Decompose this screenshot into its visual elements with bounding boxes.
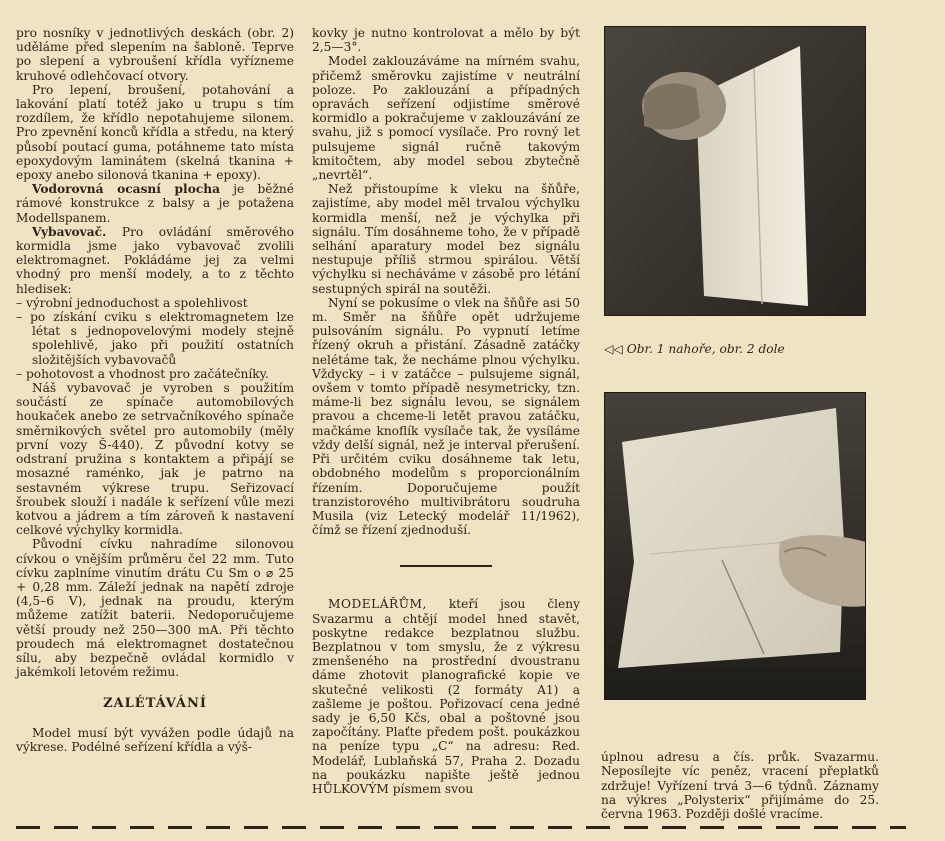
- column-1: [16, 26, 294, 754]
- paragraph-body: je běžné rámové konstrukce z balsy a je potažena Modellspanem.: [16, 182, 294, 225]
- paragraph: Model musí být vyvážen podle údajů na výkrese. Podélné seřízení křídla a výš-: [16, 725, 294, 754]
- paragraph: úplnou adresu a čís. průk. Svazarmu. Neposílejte víc peněz, vracení přeplatků zdržuje! Vyřízení trvá 3—6 týdnů. Záznamy na výkres „Polysterix“ přijímáme do 25. června 1963. Později došlé vracíme.: [601, 750, 879, 821]
- caption-text: Obr. 1 nahoře, obr. 2 dole: [626, 342, 785, 356]
- notice-body: kteří jsou členy Svazarmu a chtějí model hned stavět, poskytne redakce bezplatnou službu. Bezplatnou v tom smyslu, že z výkresu zmenšeného na prostřední dvoustranu dáme zhotovit planografické kopie ve skutečné velikosti (2 formáty A1) a zašleme je poštou. Pořizovací cena jedné sady je 6,50 Kčs, obal a poštovné jsou započítány. Plaťte předem pošt. poukázkou na peníze typu „C“ na adresu: Red. Modelář, Lublaňská 57, Praha 2. Dozadu na poukázku napište ještě jednou HŮLKOVÝM písmem svou: [312, 597, 580, 796]
- notice-lead: MODELÁŘŮM,: [328, 597, 427, 612]
- paragraph: kovky je nutno kontrolovat a mělo by být 2,5—3°.: [312, 26, 580, 55]
- paragraph-lead: Vodorovná ocasní plocha: [32, 182, 220, 197]
- paragraph-lead: Vybavovač.: [32, 224, 107, 239]
- column-2: [312, 26, 580, 796]
- divider: [400, 565, 492, 567]
- paragraph: Náš vybavovač je vyroben s použitím součástí ze spínače automobilových houkaček anebo ze setrvačníkového spínače směrnikových světel pro automobily (měly první vozy Š-440). Z původní kotvy se odstraní pružina s kontaktem a připájí se mosazné raménko, jak je patrno na sestavném výkrese trupu. Seřizovací šroubek slouží i nadále k seřízení vůle mezi kotvou a jádrem a tím zároveň k nastavení celkové výchylky kormidla.: [16, 381, 294, 538]
- figure-caption: [604, 342, 874, 356]
- photo-figure-2-image: [604, 392, 866, 700]
- list-item: – po získání cviku s elektromagnetem lze létat s jednopovelovými modely stejně spolehlivě, jako při použití ostatních složitějších vybavovačů: [16, 310, 294, 367]
- advantages-list: [16, 296, 294, 381]
- caption-arrow-icon: ◁◁: [604, 342, 623, 356]
- paragraph: Model zaklouzáváme na mírném svahu, přičemž směrovku zajistíme v neutrální poloze. Po zaklouzání a případných opravách seřízení odjistíme směrové kormidlo a pokračujeme v zaklouzávání ze svahu, již s pomocí vysílače. Pro rovný let pulsujeme signál ručně takovým kmitočtem, aby model sebou zbytečně „nevrtěl“.: [312, 54, 580, 183]
- paragraph: Původní cívku nahradíme silonovou cívkou o vnějším průměru čel 22 mm. Tuto cívku zaplníme vinutím drátu Cu Sm o ⌀ 25 + 0,28 mm. Záleží jednak na napětí zdroje (4,5–6 V), jednak na proudu, kterým můžeme zatížit baterii. Nedoporučujeme větší proudy než 250—300 mA. Při těchto proudech má elektromagnet dostatečnou sílu, aby bezpečně ovládal kormidlo v jakémkoli letovém režimu.: [16, 537, 294, 680]
- paragraph-body: Pro ovládání směrového kormidla jsme jako vybavovač zvolili elektromagnet. Pokládáme jej za velmi vhodný pro menší modely, a to z těchto hledisek:: [16, 224, 294, 296]
- list-item: – výrobní jednoduchost a spolehlivost: [16, 296, 294, 310]
- paragraph: Než přistoupíme k vleku na šňůře, zajistíme, aby model měl trvalou výchylku kormidla menší, než je výchylka při signálu. Tím dosáhneme toho, že v případě selhání aparatury model bez signálu nestupuje příliš strmou spirálou. Větší výchylku si necháváme v zásobě pro létání sestupných spirál na soutěži.: [312, 182, 580, 296]
- section-heading: ZALÉTÁVÁNÍ: [103, 696, 207, 712]
- paragraph: Pro lepení, broušení, potahování a lakování platí totéž jako u trupu s tím rozdílem, že křídlo nepotahujeme silonem. Pro zpevnění konců křídla a středu, na který působí poutací guma, potáhneme tato místa epoxydovým laminátem (skelná tkanina + epoxy anebo silonová tkanina + epoxy).: [16, 82, 294, 183]
- column-3-text: [601, 738, 879, 833]
- photo-figure-2: [604, 392, 866, 700]
- photo-figure-1: [604, 26, 866, 316]
- dashed-rule: [16, 826, 906, 829]
- reader-notice: [312, 597, 580, 796]
- photo-figure-1-image: [604, 26, 866, 316]
- list-item: – pohotovost a vhodnost pro začátečníky.: [16, 367, 294, 381]
- paragraph: pro nosníky v jednotlivých deskách (obr. 2) uděláme před slepením na šabloně. Teprve po slepení a vybroušení křídla vyřízneme kruhové odlehčovací otvory.: [16, 26, 294, 83]
- paragraph: Nyní se pokusíme o vlek na šňůře asi 50 m. Směr na šňůře opět udržujeme pulsováním signálu. Po vypnutí letíme řízený okruh a přistání. Zásadně zatáčky nelétáme tak, že necháme plnou výchylku. Vždycky – i v zatáčce – pulsujeme signál, ovšem v tomto případě nesymetricky, tzn. máme-li bez signálu levou, se signálem pravou a chceme-li letět pravou zatáčku, mačkáme knoflík vysílače tak, že vysíláme vždy delší signál, než je interval přerušení. Při určitém cviku dosáhneme tak letu, obdobného modelům s proporcionálním řízením. Doporučujeme použít tranzistorového multivibrátoru soudruha Musila (viz Letecký modelář 11/1962), čímž se řízení zjednoduší.: [312, 295, 580, 538]
- paragraph: [16, 182, 294, 225]
- paragraph: [16, 225, 294, 296]
